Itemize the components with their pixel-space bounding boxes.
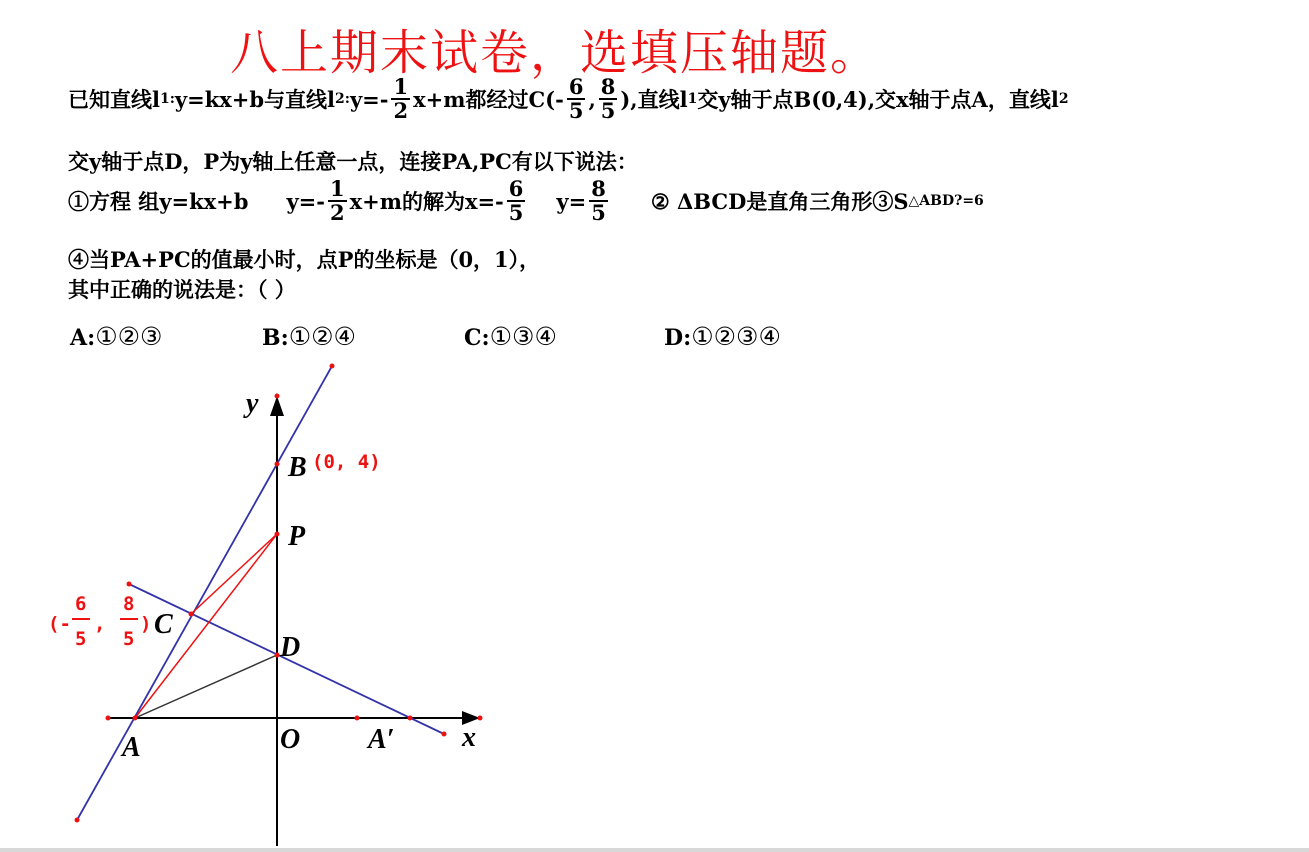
annotation-c-open: (- xyxy=(48,613,71,635)
fraction-half-2: $\frac{1}{2}$ xyxy=(329,176,345,226)
point-l2-x-intercept xyxy=(408,716,413,721)
text-l2-eq-end: x+m都经过C(- xyxy=(413,87,564,113)
choice-c-label: C: xyxy=(464,325,490,351)
text-l2-eq-start: y=- xyxy=(349,86,389,112)
annotation-b-coord: (0, 4) xyxy=(312,451,381,473)
point-a xyxy=(133,716,138,721)
fraction-solution-y: $\frac{8}{5}$ xyxy=(591,176,606,226)
l1-subscript-2: 1 xyxy=(687,91,698,108)
choice-b-value: ①②④ xyxy=(288,322,356,351)
annotation-c-x-den: 5 xyxy=(75,628,87,650)
label-a: A xyxy=(122,732,141,763)
statement-2-3: ② ΔBCD是直角三角形③S xyxy=(650,189,909,215)
point-b xyxy=(275,462,280,467)
statement-1-y: y= xyxy=(556,188,587,214)
label-x-axis: x xyxy=(462,722,476,753)
fraction-half: $\frac{1}{2}$ xyxy=(393,74,409,124)
problem-line-2: 交y轴于点D，P为y轴上任意一点，连接PA,PC有以下说法： xyxy=(68,149,638,174)
choice-c-value: ①③④ xyxy=(489,322,557,351)
bottom-divider xyxy=(0,848,1309,852)
statement-4: ④当PA+PC的值最小时，点P的坐标是（0，1）， xyxy=(68,247,541,272)
annotation-c-y-den: 5 xyxy=(123,628,135,650)
point-l1-bottom xyxy=(75,818,80,823)
choice-d-label: D: xyxy=(664,325,692,351)
statement-1-eq2: y=- xyxy=(286,188,325,214)
fraction-c-y: $\frac{8}{5}$ xyxy=(600,74,616,124)
point-l2-right xyxy=(442,732,447,737)
l2-subscript-2: 2 xyxy=(1058,91,1069,108)
choice-a-value: ①②③ xyxy=(95,322,163,351)
label-c: C xyxy=(154,609,173,640)
label-o: O xyxy=(280,724,301,755)
choice-a-label: A: xyxy=(70,325,96,351)
segment-pc xyxy=(191,534,277,614)
fraction-c-x: $\frac{6}{5}$ xyxy=(568,74,584,124)
fraction-solution-x: $\frac{6}{5}$ xyxy=(508,176,524,226)
label-a-prime: A′ xyxy=(368,724,395,755)
text-after-c: ),直线l xyxy=(620,87,688,113)
choice-d-value: ①②③④ xyxy=(691,322,781,351)
statement-1-solution: x+m的解为x=- xyxy=(349,189,504,215)
point-x-right xyxy=(478,716,483,721)
text-with-l2: 与直线l xyxy=(264,87,336,113)
point-x-left xyxy=(106,716,111,721)
point-l1-top xyxy=(330,364,335,369)
l1-subscript: 1: xyxy=(159,91,175,108)
question-ask: 其中正确的说法是：（ ） xyxy=(68,277,296,302)
statement-1-start: ①方程 组y=kx+b xyxy=(68,189,249,215)
label-d: D xyxy=(280,632,301,663)
area-subscript: △ABD?=6 xyxy=(908,193,984,210)
point-p xyxy=(275,532,280,537)
text-comma: , xyxy=(588,86,596,112)
choice-b-label: B: xyxy=(262,325,289,351)
page-title: 八上期末试卷，选填压轴题。 xyxy=(230,25,881,81)
text-after-l1: 交y轴于点B(0,4),交x轴于点A，直线l xyxy=(697,87,1059,113)
text-l1-eq: y=kx+b xyxy=(174,86,265,112)
annotation-c-x-num: 6 xyxy=(75,593,87,615)
y-axis-arrow xyxy=(270,396,284,416)
label-b: B xyxy=(288,452,307,483)
point-l2-left xyxy=(127,582,132,587)
segment-ad xyxy=(135,655,277,718)
text-l1-prefix: 已知直线l xyxy=(68,87,160,113)
label-p: P xyxy=(288,521,306,552)
annotation-c-comma: , xyxy=(94,613,106,635)
annotation-c-close: ) xyxy=(140,613,152,635)
l2-subscript: 2: xyxy=(335,91,350,108)
point-a-prime xyxy=(355,716,360,721)
point-d xyxy=(275,653,280,658)
point-c xyxy=(189,612,194,617)
point-y-top xyxy=(275,394,280,399)
annotation-c-y-num: 8 xyxy=(123,593,135,615)
label-y-axis: y xyxy=(246,388,259,419)
